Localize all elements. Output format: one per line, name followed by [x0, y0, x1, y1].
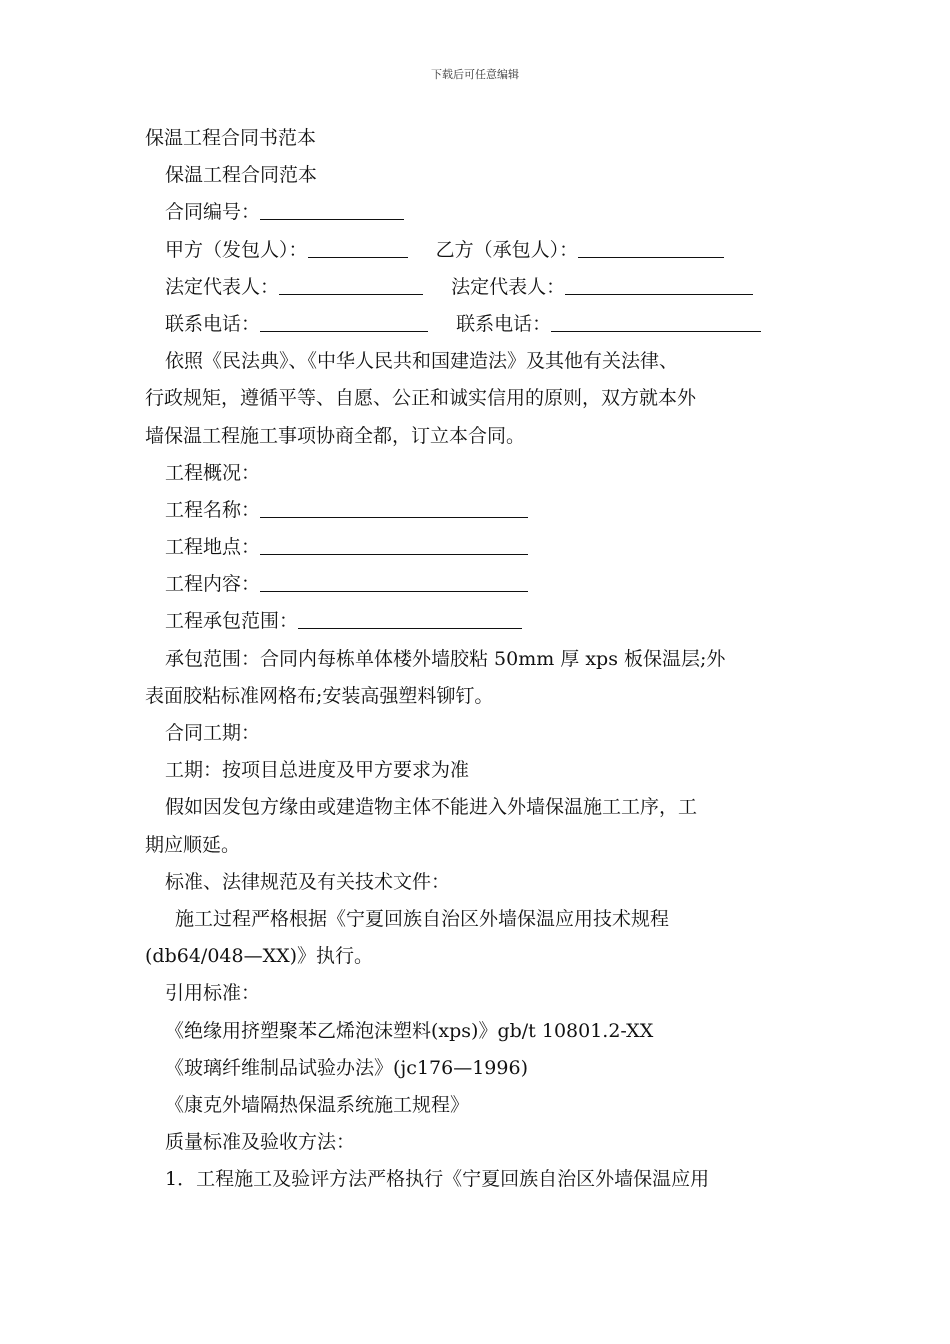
party-b-label: 乙方（承包人）： [435, 238, 579, 261]
intro-line-2: 行政规矩，遵循平等、自愿、公正和诚实信用的原则，双方就本外 [145, 387, 697, 410]
page-header: 下载后可任意编辑 [431, 68, 519, 81]
legal-rep-b-blank [565, 272, 753, 295]
party-b-blank [578, 235, 724, 258]
legal-rep-a-blank [279, 272, 423, 295]
legal-rep-row [145, 269, 807, 306]
contract-number-label: 合同编号： [165, 201, 261, 224]
legal-rep-b-label: 法定代表人： [451, 275, 566, 298]
scope-line-2: 表面胶粘标准网格布;安装高强塑料铆钉。 [145, 684, 494, 707]
party-row [145, 232, 807, 269]
standards-heading: 标准、法律规范及有关技术文件： [165, 870, 451, 893]
project-content-label: 工程内容： [165, 573, 261, 596]
party-a-blank [308, 235, 408, 258]
quality-heading: 质量标准及验收方法： [165, 1131, 356, 1154]
overview-heading: 工程概况： [165, 461, 261, 484]
intro-line-3: 墙保温工程施工事项协商全都，订立本合同。 [145, 424, 526, 447]
phone-b-label: 联系电话： [456, 312, 552, 335]
period-heading: 合同工期： [165, 722, 261, 744]
contract-subtitle: 保温工程合同范本 [165, 164, 318, 187]
reference-item-1: 《绝缘用挤塑聚苯乙烯泡沫塑料(xps)》gb/t 10801.2-XX [165, 1019, 654, 1042]
project-name-row [145, 492, 807, 529]
project-name-label: 工程名称： [165, 498, 261, 521]
phone-row [145, 306, 807, 343]
project-location-row [145, 529, 807, 566]
contract-number-row [145, 194, 807, 231]
reference-item-2: 《玻璃纤维制品试验办法》(jc176—1996) [165, 1056, 528, 1079]
project-location-blank [260, 532, 528, 555]
project-content-row [145, 566, 807, 603]
project-name-blank [260, 495, 528, 518]
project-location-label: 工程地点： [165, 536, 261, 559]
standards-line-1: 施工过程严格根据《宁夏回族自治区外墙保温应用技术规程 [175, 907, 670, 930]
document-body [145, 120, 807, 1198]
project-scope-blank [298, 606, 522, 629]
quality-item-1: 1．工程施工及验评方法严格执行《宁夏回族自治区外墙保温应用 [165, 1168, 710, 1191]
reference-heading: 引用标准： [165, 982, 261, 1005]
phone-a-label: 联系电话： [165, 312, 261, 335]
reference-item-3: 《康克外墙隔热保温系统施工规程》 [165, 1093, 470, 1116]
period-text: 工期：按项目总进度及甲方要求为准 [165, 759, 470, 782]
phone-b-blank [551, 309, 761, 332]
project-scope-row [145, 603, 807, 640]
contract-number-blank [260, 197, 404, 220]
delay-line-1: 假如因发包方缘由或建造物主体不能进入外墙保温施工工序，工 [165, 796, 698, 819]
phone-a-blank [260, 309, 428, 332]
scope-line-1: 承包范围：合同内每栋单体楼外墙胶粘 50mm 厚 xps 板保温层;外 [165, 647, 726, 670]
project-scope-label: 工程承包范围： [165, 610, 299, 633]
document-title: 保温工程合同书范本 [145, 127, 317, 149]
intro-line-1: 依照《民法典》、《中华人民共和国建造法》及其他有关法律、 [165, 350, 679, 373]
project-content-blank [260, 569, 528, 592]
party-a-label: 甲方（发包人）： [165, 238, 308, 261]
standards-line-2: (db64/048—XX)》执行。 [145, 945, 374, 968]
legal-rep-a-label: 法定代表人： [165, 275, 280, 298]
delay-line-2: 期应顺延。 [145, 833, 241, 856]
